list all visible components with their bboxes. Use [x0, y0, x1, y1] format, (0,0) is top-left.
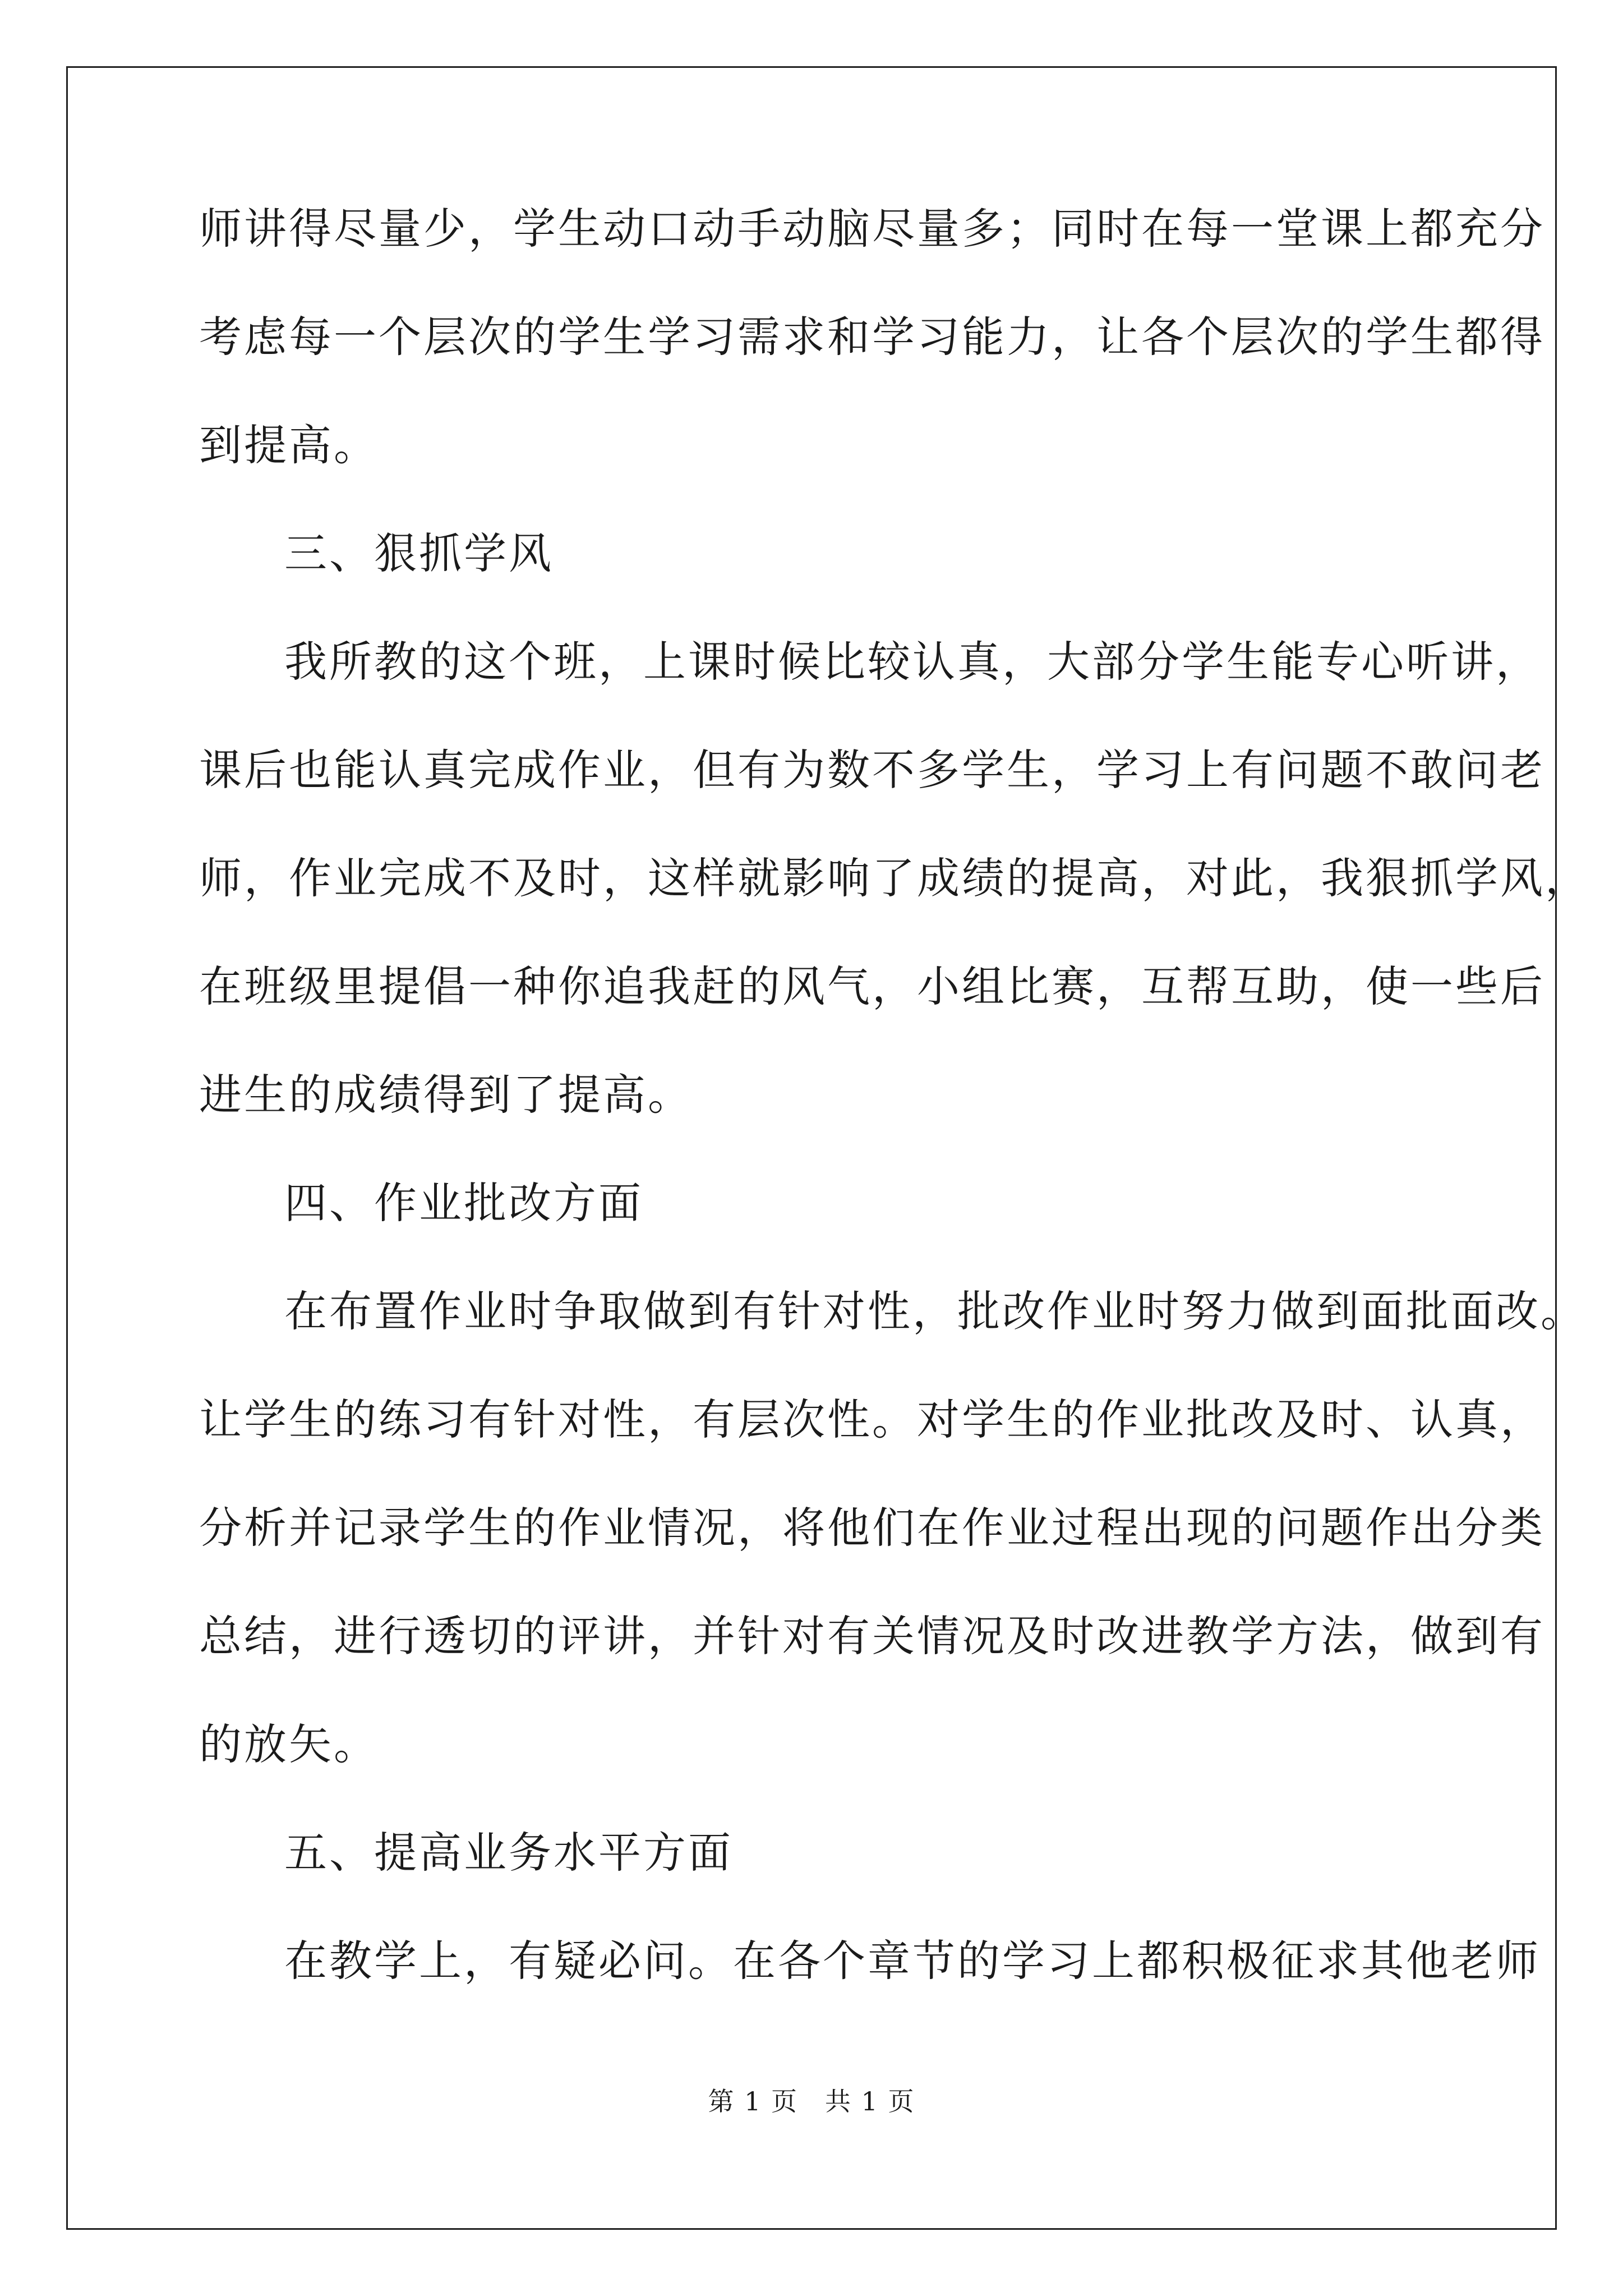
paragraph-line: 师讲得尽量少，学生动口动手动脑尽量多；同时在每一堂课上都充分: [199, 204, 1545, 254]
paragraph-line: 在布置作业时争取做到有针对性，批改作业时努力做到面批面改。: [284, 1286, 1585, 1336]
paragraph-line: 在教学上，有疑必问。在各个章节的学习上都积极征求其他老师: [284, 1936, 1541, 1986]
paragraph-line: 课后也能认真完成作业，但有为数不多学生，学习上有问题不敢问老: [199, 745, 1545, 795]
paragraph-line: 在班级里提倡一种你追我赶的风气，小组比赛，互帮互助，使一些后: [199, 961, 1545, 1011]
paragraph-line: 到提高。: [199, 420, 379, 470]
section-heading: 四、作业批改方面: [284, 1178, 643, 1228]
paragraph-line: 分析并记录学生的作业情况，将他们在作业过程出现的问题作出分类: [199, 1503, 1545, 1553]
paragraph-line: 让学生的练习有针对性，有层次性。对学生的作业批改及时、认真，: [199, 1395, 1545, 1444]
section-heading: 五、提高业务水平方面: [284, 1828, 733, 1878]
paragraph-line: 的放矢。: [199, 1719, 379, 1769]
document-body: [199, 202, 1590, 1988]
paragraph-line: 进生的成绩得到了提高。: [199, 1070, 693, 1120]
paragraph-line: 我所教的这个班，上课时候比较认真，大部分学生能专心听讲，: [284, 637, 1541, 687]
page-footer: 第 1 页 共 1 页: [708, 2086, 915, 2116]
paragraph-line: 师，作业完成不及时，这样就影响了成绩的提高，对此，我狠抓学风，: [199, 853, 1590, 903]
paragraph-line: 考虑每一个层次的学生学习需求和学习能力，让各个层次的学生都得: [199, 312, 1545, 362]
paragraph-line: 总结，进行透切的评讲，并针对有关情况及时改进教学方法，做到有: [199, 1611, 1545, 1661]
section-heading: 三、狠抓学风: [284, 528, 554, 578]
